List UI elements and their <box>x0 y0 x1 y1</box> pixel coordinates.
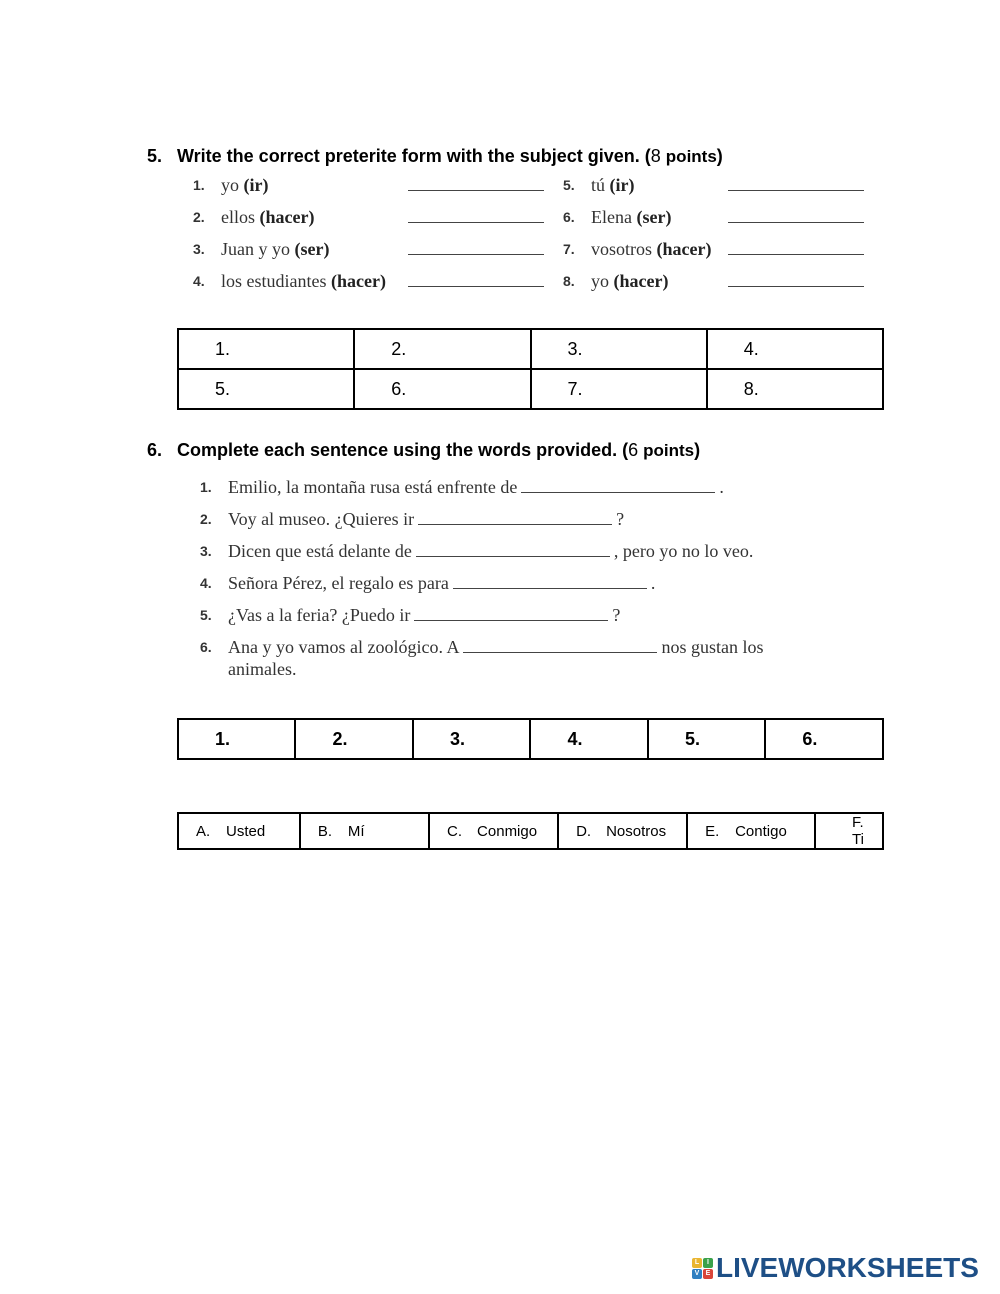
answer-cell[interactable]: 3. <box>531 329 707 369</box>
liveworksheets-logo <box>692 1252 988 1286</box>
word-bank-option[interactable]: A. Usted <box>178 813 300 849</box>
answer-blank-5 <box>728 190 864 191</box>
answer-blank-8 <box>728 286 864 287</box>
table-row <box>178 719 883 759</box>
answer-cell[interactable]: 8. <box>707 369 883 409</box>
word-bank-option[interactable]: D. Nosotros <box>558 813 687 849</box>
answer-blank-6 <box>728 222 864 223</box>
table-row <box>178 369 883 409</box>
sentence-item-6-continuation: animales. <box>228 659 297 679</box>
word-bank-table <box>177 812 884 850</box>
answer-blank-3 <box>408 254 544 255</box>
answer-cell[interactable]: 1. <box>178 719 295 759</box>
answer-cell[interactable]: 2. <box>354 329 530 369</box>
answer-blank-7 <box>728 254 864 255</box>
answer-cell[interactable]: 2. <box>295 719 412 759</box>
table-row <box>178 329 883 369</box>
answer-cell[interactable]: 3. <box>413 719 530 759</box>
sentence-blank-1 <box>521 478 715 493</box>
answer-blank-4 <box>408 286 544 287</box>
word-bank-option[interactable]: C. Conmigo <box>429 813 558 849</box>
preterite-answer-table <box>177 328 884 410</box>
answer-cell[interactable]: 4. <box>530 719 647 759</box>
word-bank-option[interactable]: B. Mí <box>300 813 429 849</box>
word-bank-option[interactable]: E. Contigo <box>687 813 815 849</box>
sentence-answer-table <box>177 718 884 760</box>
answer-cell[interactable]: 6. <box>354 369 530 409</box>
logo-mark-icon: L I V E <box>692 1258 714 1280</box>
answer-cell[interactable]: 6. <box>765 719 883 759</box>
sentence-blank-3 <box>416 542 610 557</box>
sentence-blank-2 <box>418 510 612 525</box>
answer-cell[interactable]: 4. <box>707 329 883 369</box>
answer-blank-2 <box>408 222 544 223</box>
sentence-blank-5 <box>414 606 608 621</box>
answer-cell[interactable]: 1. <box>178 329 354 369</box>
word-bank-option[interactable]: F.Ti <box>815 813 883 849</box>
answer-cell[interactable]: 7. <box>531 369 707 409</box>
answer-blank-1 <box>408 190 544 191</box>
section-5-heading: 5. Write the correct preterite form with the subject given. (8 points) <box>147 146 723 166</box>
sentence-blank-6 <box>463 638 657 653</box>
answer-cell[interactable]: 5. <box>648 719 765 759</box>
answer-cell[interactable]: 5. <box>178 369 354 409</box>
logo-text: LIVEWORKSHEETS <box>716 1252 979 1283</box>
section-6-heading: 6. Complete each sentence using the words provided. (6 points) <box>147 440 701 460</box>
table-row <box>178 813 883 849</box>
sentence-blank-4 <box>453 574 647 589</box>
